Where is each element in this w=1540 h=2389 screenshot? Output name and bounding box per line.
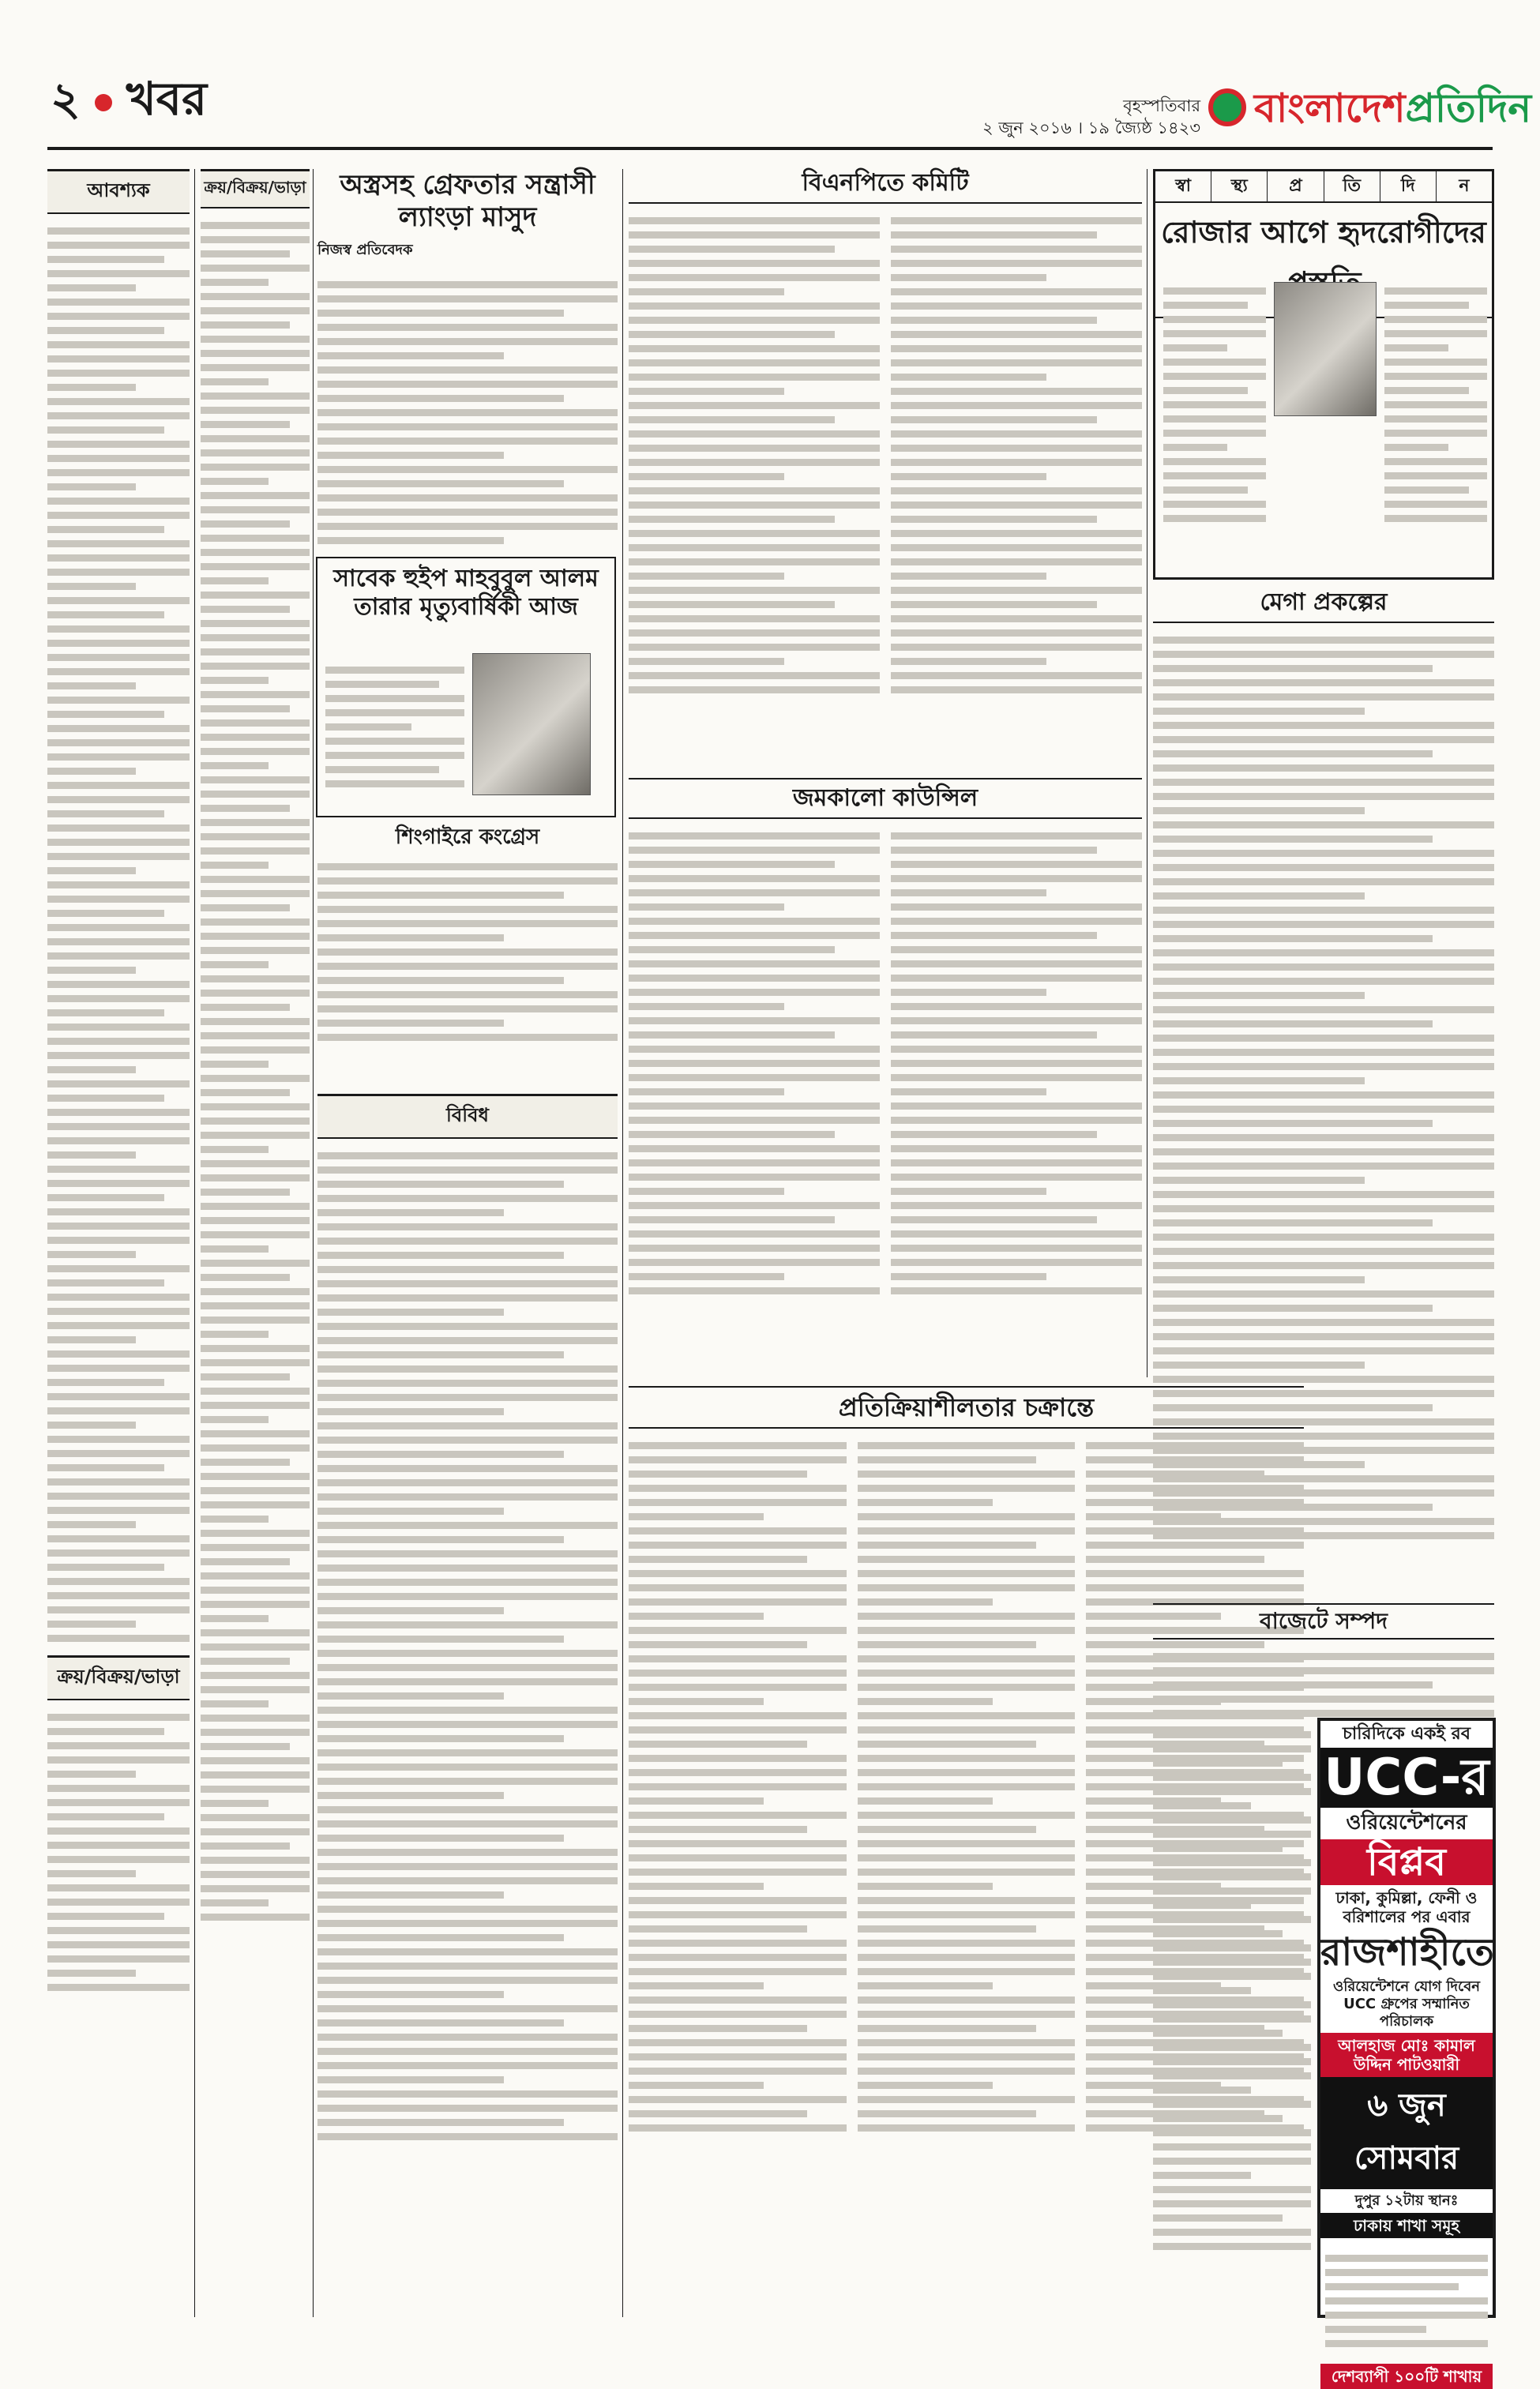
masthead-rule xyxy=(47,147,1493,150)
story-bnp-body-2 xyxy=(891,204,1142,707)
page-number: ২ xyxy=(51,72,81,126)
story-bnp-body-1 xyxy=(629,204,880,707)
story-council-columns xyxy=(629,819,1142,1308)
ucc-line4: বিপ্লব xyxy=(1320,1839,1493,1885)
story-sherpur xyxy=(317,825,618,1086)
classifieds-buysell-column xyxy=(201,169,310,2317)
story-council xyxy=(629,778,1142,1378)
health-tab-2: স্থ্য xyxy=(1211,171,1267,201)
story-council-body-2 xyxy=(891,819,1142,1308)
section-head-needed: আবশ্যক xyxy=(47,169,190,214)
ucc-branches xyxy=(1320,2238,1493,2364)
health-tab-1: স্বা xyxy=(1175,176,1191,196)
story-anniversary xyxy=(316,557,616,817)
page-number-section xyxy=(51,72,207,126)
health-title: রোজার আগে হৃদরোগীদের xyxy=(1155,203,1492,318)
ucc-line1: চারিদিকে একই রব xyxy=(1343,1724,1471,1744)
health-feature-box xyxy=(1153,169,1494,580)
health-photo xyxy=(1274,282,1377,416)
column-divider xyxy=(313,169,314,2317)
misc-classifieds-body xyxy=(317,1139,618,2154)
health-tab-4: তি xyxy=(1324,171,1380,201)
section-name: খবর xyxy=(126,72,207,126)
logo-mark-icon xyxy=(1208,88,1246,126)
story-budget-body-continued xyxy=(1153,1718,1311,2263)
health-tab-5: দি xyxy=(1380,171,1436,201)
ucc-line8: আলহাজ মোঃ কামাল উদ্দিন পাটওয়ারী xyxy=(1320,2033,1493,2077)
story-bnp-committee xyxy=(629,169,1142,769)
story-council-body-1 xyxy=(629,819,880,1308)
story-bnp-columns xyxy=(629,204,1142,707)
ucc-advertisement xyxy=(1317,1718,1496,2386)
story-budget xyxy=(1153,1603,1494,1714)
story-mega-project xyxy=(1153,588,1494,1591)
ucc-branch-list xyxy=(1325,2241,1488,2361)
misc-classifieds xyxy=(317,1094,618,2316)
ucc-date: ৬ জুন সোমবার xyxy=(1320,2077,1493,2189)
story-arrested xyxy=(317,169,618,548)
page-dot-icon xyxy=(95,94,112,111)
paper-logo xyxy=(1208,79,1532,142)
story-budget-title: বাজেটে সম্পদ xyxy=(1153,1603,1494,1640)
ucc-line6: রাজশাহীতে xyxy=(1320,1929,1494,1974)
masthead xyxy=(0,0,1540,158)
ucc-line11: দেশব্যাপী ১০০টি শাখায় xyxy=(1320,2364,1493,2389)
classifieds-needed-column xyxy=(47,169,190,2317)
paper-name xyxy=(1254,79,1531,145)
story-reaction-body-1 xyxy=(629,1429,847,2145)
health-body-2 xyxy=(1384,274,1487,535)
section-head-buysell-left: ক্রয়/বিক্রয়/ভাড়া xyxy=(47,1655,190,1700)
story-arrested-body xyxy=(317,268,618,558)
story-reaction-body-2 xyxy=(858,1429,1076,2145)
health-tab-3: প্র xyxy=(1267,171,1323,201)
ucc-line9: দুপুর ১২টায় স্থানঃ xyxy=(1354,2192,1459,2210)
section-head-buysell: ক্রয়/বিক্রয়/ভাড়া xyxy=(201,169,310,208)
paper-name-b: প্রতিদিন xyxy=(1405,85,1532,131)
section-head-misc: বিবিধ xyxy=(317,1094,618,1139)
ucc-line7: ওরিয়েন্টেশনে যোগ দিবেন UCC গ্রুপের সম্মানিত পরিচালক xyxy=(1333,1978,1480,2030)
column-divider xyxy=(622,169,623,2317)
story-budget-body xyxy=(1153,1640,1494,1730)
weekday: বৃহস্পতিবার xyxy=(1123,96,1200,115)
classified-ads-buysell-left xyxy=(47,1700,190,2004)
ucc-line5: ঢাকা, কুমিল্লা, ফেনী ও বরিশালের পর এবার xyxy=(1335,1888,1478,1926)
story-mega-title: মেগা প্রকল্পের xyxy=(1153,588,1494,623)
health-tab-6: ন xyxy=(1436,171,1492,201)
story-reaction-title: প্রতিক্রিয়াশীলতার চক্রান্তে xyxy=(629,1386,1304,1429)
issue-date: ২ জুন ২০১৬ । ১৯ জ্যৈষ্ঠ ১৪২৩ xyxy=(982,118,1200,138)
classified-ads-needed xyxy=(47,214,190,1655)
ucc-line10: ঢাকায় শাখা সমূহ xyxy=(1320,2213,1493,2238)
story-anniversary-body xyxy=(325,653,464,801)
story-council-title: জমকালো কাউন্সিল xyxy=(629,778,1142,819)
story-bnp-title: বিএনপিতে কমিটি xyxy=(629,169,1142,204)
story-arrested-byline: নিজস্ব প্রতিবেদক xyxy=(317,241,413,258)
story-arrested-title: অস্ত্রসহ গ্রেফতার সন্ত্রাসী ল্যাংড়া মাসুদ xyxy=(340,169,595,233)
ucc-line2: UCC-র xyxy=(1320,1748,1493,1808)
health-body-1 xyxy=(1163,274,1266,535)
story-sherpur-title: শিংগাইরে কংগ্রেস xyxy=(395,825,540,849)
paper-name-a: বাংলাদেশ xyxy=(1254,85,1406,131)
column-divider xyxy=(194,169,195,2317)
dateline xyxy=(853,95,1200,140)
portrait-photo xyxy=(472,653,591,795)
story-mega-body xyxy=(1153,623,1494,1553)
ucc-line3: ওরিয়েন্টেশনের xyxy=(1346,1811,1467,1835)
classified-ads-buysell xyxy=(201,208,310,1934)
story-sherpur-body xyxy=(317,850,618,1054)
story-anniversary-title: সাবেক হুইপ মাহবুবুল আলম তারার মৃত্যুবার্ষিকী আজ xyxy=(333,565,599,621)
health-tabs xyxy=(1155,171,1492,203)
